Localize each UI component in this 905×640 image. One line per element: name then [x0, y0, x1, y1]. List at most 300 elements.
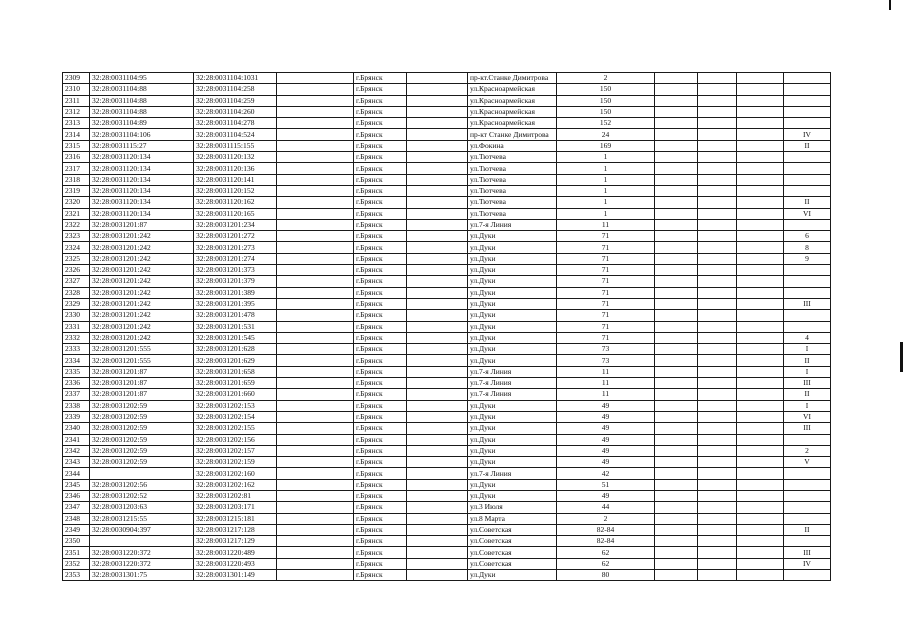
table-row [63, 490, 831, 501]
row-number-cell: 2325 [63, 253, 90, 264]
trailing-empty-cell [737, 570, 784, 581]
blank-cell-a-cell [277, 106, 354, 117]
street-cell: ул.Дуки [468, 400, 557, 411]
trailing-empty-cell [737, 547, 784, 558]
house-number-cell: 49 [557, 434, 655, 445]
blank-cell-d-cell [698, 152, 737, 163]
premises-number-cell [784, 479, 831, 490]
blank-cell-c-cell [655, 366, 698, 377]
blank-cell-d-cell [698, 344, 737, 355]
object-cadastral-number-cell: 32:28:0031201:373 [194, 265, 277, 276]
row-number-cell: 2350 [63, 536, 90, 547]
house-number-cell: 2 [557, 513, 655, 524]
table-row [63, 378, 831, 389]
house-number-cell: 71 [557, 242, 655, 253]
city-cell: г.Брянск [354, 400, 407, 411]
trailing-empty-cell [737, 558, 784, 569]
row-number-cell: 2348 [63, 513, 90, 524]
blank-cell-b-cell [407, 242, 468, 253]
house-number-cell: 11 [557, 366, 655, 377]
premises-number-cell: III [784, 298, 831, 309]
blank-cell-b-cell [407, 502, 468, 513]
city-cell: г.Брянск [354, 344, 407, 355]
scan-mark-top [889, 0, 891, 10]
premises-number-cell: VI [784, 208, 831, 219]
table-row [63, 570, 831, 581]
trailing-empty-cell [737, 524, 784, 535]
blank-cell-b-cell [407, 118, 468, 129]
parcel-cadastral-number-cell: 32:28:0031203:63 [90, 502, 194, 513]
table-row [63, 355, 831, 366]
blank-cell-c-cell [655, 332, 698, 343]
row-number-cell: 2314 [63, 129, 90, 140]
street-cell: ул.Дуки [468, 490, 557, 501]
blank-cell-a-cell [277, 287, 354, 298]
city-cell: г.Брянск [354, 378, 407, 389]
row-number-cell: 2313 [63, 118, 90, 129]
blank-cell-c-cell [655, 129, 698, 140]
object-cadastral-number-cell: 32:28:0031202:153 [194, 400, 277, 411]
blank-cell-a-cell [277, 219, 354, 230]
street-cell: ул.Дуки [468, 298, 557, 309]
premises-number-cell [784, 152, 831, 163]
premises-number-cell: II [784, 197, 831, 208]
city-cell: г.Брянск [354, 310, 407, 321]
street-cell: ул.7-я Линия [468, 468, 557, 479]
house-number-cell: 1 [557, 174, 655, 185]
blank-cell-d-cell [698, 219, 737, 230]
row-number-cell: 2321 [63, 208, 90, 219]
blank-cell-b-cell [407, 513, 468, 524]
blank-cell-a-cell [277, 118, 354, 129]
city-cell: г.Брянск [354, 73, 407, 84]
parcel-cadastral-number-cell: 32:28:0031202:56 [90, 479, 194, 490]
row-number-cell: 2352 [63, 558, 90, 569]
house-number-cell: 24 [557, 129, 655, 140]
premises-number-cell [784, 163, 831, 174]
registry-table-body [63, 73, 831, 581]
street-cell: ул.Дуки [468, 276, 557, 287]
blank-cell-b-cell [407, 140, 468, 151]
blank-cell-d-cell [698, 84, 737, 95]
parcel-cadastral-number-cell: 32:28:0031201:242 [90, 287, 194, 298]
blank-cell-d-cell [698, 129, 737, 140]
blank-cell-a-cell [277, 490, 354, 501]
house-number-cell: 49 [557, 490, 655, 501]
blank-cell-b-cell [407, 287, 468, 298]
blank-cell-d-cell [698, 298, 737, 309]
table-row [63, 231, 831, 242]
object-cadastral-number-cell: 32:28:0031201:273 [194, 242, 277, 253]
parcel-cadastral-number-cell: 32:28:0031201:555 [90, 344, 194, 355]
blank-cell-a-cell [277, 321, 354, 332]
blank-cell-d-cell [698, 547, 737, 558]
blank-cell-a-cell [277, 242, 354, 253]
house-number-cell: 150 [557, 106, 655, 117]
object-cadastral-number-cell: 32:28:0031202:157 [194, 445, 277, 456]
trailing-empty-cell [737, 163, 784, 174]
street-cell: ул.Дуки [468, 321, 557, 332]
house-number-cell: 71 [557, 332, 655, 343]
parcel-cadastral-number-cell: 32:28:0031202:59 [90, 457, 194, 468]
object-cadastral-number-cell: 32:28:0031217:128 [194, 524, 277, 535]
street-cell: ул.7-я Линия [468, 389, 557, 400]
blank-cell-a-cell [277, 400, 354, 411]
street-cell: ул.Дуки [468, 265, 557, 276]
table-row [63, 513, 831, 524]
street-cell: ул.Тютчева [468, 208, 557, 219]
object-cadastral-number-cell: 32:28:0031201:545 [194, 332, 277, 343]
blank-cell-c-cell [655, 310, 698, 321]
parcel-cadastral-number-cell: 32:28:0031104:88 [90, 106, 194, 117]
parcel-cadastral-number-cell: 32:28:0031201:555 [90, 355, 194, 366]
table-row [63, 152, 831, 163]
object-cadastral-number-cell: 32:28:0031120:136 [194, 163, 277, 174]
blank-cell-b-cell [407, 524, 468, 535]
blank-cell-d-cell [698, 445, 737, 456]
blank-cell-c-cell [655, 570, 698, 581]
house-number-cell: 62 [557, 547, 655, 558]
parcel-cadastral-number-cell: 32:28:0031201:87 [90, 219, 194, 230]
trailing-empty-cell [737, 366, 784, 377]
row-number-cell: 2349 [63, 524, 90, 535]
premises-number-cell [784, 490, 831, 501]
table-row [63, 106, 831, 117]
city-cell: г.Брянск [354, 265, 407, 276]
parcel-cadastral-number-cell [90, 536, 194, 547]
blank-cell-a-cell [277, 366, 354, 377]
parcel-cadastral-number-cell: 32:28:0031202:59 [90, 445, 194, 456]
object-cadastral-number-cell: 32:28:0031120:141 [194, 174, 277, 185]
trailing-empty-cell [737, 73, 784, 84]
parcel-cadastral-number-cell: 32:28:0031104:88 [90, 84, 194, 95]
parcel-cadastral-number-cell: 32:28:0031201:242 [90, 276, 194, 287]
city-cell: г.Брянск [354, 242, 407, 253]
trailing-empty-cell [737, 253, 784, 264]
city-cell: г.Брянск [354, 423, 407, 434]
parcel-cadastral-number-cell: 32:28:0031104:106 [90, 129, 194, 140]
blank-cell-c-cell [655, 253, 698, 264]
table-row [63, 468, 831, 479]
trailing-empty-cell [737, 423, 784, 434]
trailing-empty-cell [737, 490, 784, 501]
object-cadastral-number-cell: 32:28:0031201:531 [194, 321, 277, 332]
trailing-empty-cell [737, 118, 784, 129]
blank-cell-c-cell [655, 95, 698, 106]
blank-cell-d-cell [698, 558, 737, 569]
object-cadastral-number-cell: 32:28:0031201:628 [194, 344, 277, 355]
premises-number-cell: 2 [784, 445, 831, 456]
house-number-cell: 1 [557, 208, 655, 219]
object-cadastral-number-cell: 32:28:0031104:258 [194, 84, 277, 95]
blank-cell-d-cell [698, 457, 737, 468]
blank-cell-c-cell [655, 502, 698, 513]
table-row [63, 389, 831, 400]
house-number-cell: 49 [557, 400, 655, 411]
city-cell: г.Брянск [354, 321, 407, 332]
parcel-cadastral-number-cell: 32:28:0031201:242 [90, 321, 194, 332]
house-number-cell: 49 [557, 445, 655, 456]
city-cell: г.Брянск [354, 332, 407, 343]
row-number-cell: 2335 [63, 366, 90, 377]
premises-number-cell [784, 276, 831, 287]
blank-cell-c-cell [655, 513, 698, 524]
blank-cell-d-cell [698, 400, 737, 411]
trailing-empty-cell [737, 265, 784, 276]
table-row [63, 310, 831, 321]
parcel-cadastral-number-cell: 32:28:0031120:134 [90, 208, 194, 219]
table-row [63, 73, 831, 84]
city-cell: г.Брянск [354, 163, 407, 174]
blank-cell-b-cell [407, 536, 468, 547]
street-cell: ул.7-я Линия [468, 366, 557, 377]
row-number-cell: 2341 [63, 434, 90, 445]
blank-cell-a-cell [277, 524, 354, 535]
table-row [63, 253, 831, 264]
trailing-empty-cell [737, 95, 784, 106]
blank-cell-a-cell [277, 163, 354, 174]
object-cadastral-number-cell: 32:28:0031202:156 [194, 434, 277, 445]
table-row [63, 219, 831, 230]
blank-cell-d-cell [698, 185, 737, 196]
blank-cell-d-cell [698, 332, 737, 343]
blank-cell-d-cell [698, 423, 737, 434]
parcel-cadastral-number-cell: 32:28:0031202:59 [90, 434, 194, 445]
object-cadastral-number-cell: 32:28:0031201:234 [194, 219, 277, 230]
blank-cell-c-cell [655, 524, 698, 535]
house-number-cell: 1 [557, 163, 655, 174]
object-cadastral-number-cell: 32:28:0031201:629 [194, 355, 277, 366]
city-cell: г.Брянск [354, 208, 407, 219]
row-number-cell: 2337 [63, 389, 90, 400]
city-cell: г.Брянск [354, 434, 407, 445]
row-number-cell: 2334 [63, 355, 90, 366]
blank-cell-b-cell [407, 163, 468, 174]
row-number-cell: 2331 [63, 321, 90, 332]
table-row [63, 208, 831, 219]
trailing-empty-cell [737, 332, 784, 343]
blank-cell-c-cell [655, 106, 698, 117]
city-cell: г.Брянск [354, 106, 407, 117]
object-cadastral-number-cell: 32:28:0031104:524 [194, 129, 277, 140]
parcel-cadastral-number-cell: 32:28:0031120:134 [90, 174, 194, 185]
blank-cell-c-cell [655, 185, 698, 196]
blank-cell-c-cell [655, 219, 698, 230]
house-number-cell: 71 [557, 298, 655, 309]
premises-number-cell: III [784, 547, 831, 558]
blank-cell-b-cell [407, 344, 468, 355]
house-number-cell: 71 [557, 321, 655, 332]
trailing-empty-cell [737, 434, 784, 445]
street-cell: ул.Дуки [468, 411, 557, 422]
parcel-cadastral-number-cell: 32:28:0031201:87 [90, 366, 194, 377]
parcel-cadastral-number-cell: 32:28:0031120:134 [90, 185, 194, 196]
blank-cell-d-cell [698, 95, 737, 106]
object-cadastral-number-cell: 32:28:0031201:389 [194, 287, 277, 298]
blank-cell-d-cell [698, 321, 737, 332]
row-number-cell: 2316 [63, 152, 90, 163]
parcel-cadastral-number-cell [90, 468, 194, 479]
blank-cell-b-cell [407, 355, 468, 366]
street-cell: ул.Тютчева [468, 152, 557, 163]
blank-cell-c-cell [655, 163, 698, 174]
blank-cell-b-cell [407, 106, 468, 117]
premises-number-cell: II [784, 524, 831, 535]
premises-number-cell: III [784, 378, 831, 389]
street-cell: ул.Дуки [468, 479, 557, 490]
blank-cell-b-cell [407, 95, 468, 106]
premises-number-cell [784, 95, 831, 106]
blank-cell-d-cell [698, 73, 737, 84]
premises-number-cell [784, 174, 831, 185]
street-cell: ул.Дуки [468, 253, 557, 264]
city-cell: г.Брянск [354, 389, 407, 400]
street-cell: ул.Тютчева [468, 174, 557, 185]
blank-cell-b-cell [407, 197, 468, 208]
street-cell: ул.Тютчева [468, 197, 557, 208]
blank-cell-d-cell [698, 253, 737, 264]
blank-cell-a-cell [277, 332, 354, 343]
table-row [63, 366, 831, 377]
blank-cell-c-cell [655, 434, 698, 445]
trailing-empty-cell [737, 378, 784, 389]
row-number-cell: 2317 [63, 163, 90, 174]
street-cell: ул.Советская [468, 524, 557, 535]
row-number-cell: 2319 [63, 185, 90, 196]
row-number-cell: 2323 [63, 231, 90, 242]
table-row [63, 140, 831, 151]
premises-number-cell [784, 468, 831, 479]
house-number-cell: 42 [557, 468, 655, 479]
blank-cell-a-cell [277, 434, 354, 445]
blank-cell-b-cell [407, 490, 468, 501]
blank-cell-c-cell [655, 423, 698, 434]
blank-cell-a-cell [277, 185, 354, 196]
trailing-empty-cell [737, 298, 784, 309]
premises-number-cell: II [784, 389, 831, 400]
house-number-cell: 71 [557, 287, 655, 298]
table-row [63, 129, 831, 140]
blank-cell-a-cell [277, 457, 354, 468]
parcel-cadastral-number-cell: 32:28:0031120:134 [90, 152, 194, 163]
blank-cell-b-cell [407, 321, 468, 332]
trailing-empty-cell [737, 231, 784, 242]
row-number-cell: 2346 [63, 490, 90, 501]
object-cadastral-number-cell: 32:28:0031202:159 [194, 457, 277, 468]
trailing-empty-cell [737, 457, 784, 468]
parcel-cadastral-number-cell: 32:28:0031201:87 [90, 389, 194, 400]
blank-cell-a-cell [277, 389, 354, 400]
street-cell: ул.Дуки [468, 344, 557, 355]
parcel-cadastral-number-cell: 32:28:0031201:242 [90, 253, 194, 264]
row-number-cell: 2342 [63, 445, 90, 456]
parcel-cadastral-number-cell: 32:28:0031104:95 [90, 73, 194, 84]
object-cadastral-number-cell: 32:28:0031201:395 [194, 298, 277, 309]
table-row [63, 332, 831, 343]
blank-cell-b-cell [407, 457, 468, 468]
blank-cell-c-cell [655, 118, 698, 129]
blank-cell-c-cell [655, 490, 698, 501]
trailing-empty-cell [737, 389, 784, 400]
row-number-cell: 2338 [63, 400, 90, 411]
row-number-cell: 2326 [63, 265, 90, 276]
row-number-cell: 2353 [63, 570, 90, 581]
city-cell: г.Брянск [354, 174, 407, 185]
table-row [63, 197, 831, 208]
premises-number-cell [784, 84, 831, 95]
house-number-cell: 73 [557, 355, 655, 366]
house-number-cell: 82-84 [557, 524, 655, 535]
row-number-cell: 2332 [63, 332, 90, 343]
blank-cell-c-cell [655, 152, 698, 163]
registry-table [62, 72, 831, 581]
premises-number-cell [784, 287, 831, 298]
blank-cell-d-cell [698, 366, 737, 377]
table-row [63, 276, 831, 287]
blank-cell-d-cell [698, 468, 737, 479]
parcel-cadastral-number-cell: 32:28:0031104:89 [90, 118, 194, 129]
city-cell: г.Брянск [354, 231, 407, 242]
blank-cell-b-cell [407, 152, 468, 163]
table-row [63, 298, 831, 309]
city-cell: г.Брянск [354, 445, 407, 456]
table-row [63, 118, 831, 129]
street-cell: ул.Советская [468, 536, 557, 547]
blank-cell-d-cell [698, 242, 737, 253]
trailing-empty-cell [737, 344, 784, 355]
row-number-cell: 2329 [63, 298, 90, 309]
trailing-empty-cell [737, 208, 784, 219]
premises-number-cell: IV [784, 558, 831, 569]
city-cell: г.Брянск [354, 558, 407, 569]
object-cadastral-number-cell: 32:28:0031201:658 [194, 366, 277, 377]
blank-cell-c-cell [655, 276, 698, 287]
trailing-empty-cell [737, 129, 784, 140]
object-cadastral-number-cell: 32:28:0031104:260 [194, 106, 277, 117]
house-number-cell: 1 [557, 197, 655, 208]
row-number-cell: 2324 [63, 242, 90, 253]
premises-number-cell: 6 [784, 231, 831, 242]
premises-number-cell: 8 [784, 242, 831, 253]
city-cell: г.Брянск [354, 298, 407, 309]
blank-cell-a-cell [277, 310, 354, 321]
street-cell: ул.Дуки [468, 231, 557, 242]
trailing-empty-cell [737, 536, 784, 547]
parcel-cadastral-number-cell: 32:28:0031202:59 [90, 411, 194, 422]
blank-cell-a-cell [277, 73, 354, 84]
street-cell: ул.Дуки [468, 310, 557, 321]
blank-cell-a-cell [277, 84, 354, 95]
premises-number-cell [784, 73, 831, 84]
blank-cell-d-cell [698, 197, 737, 208]
blank-cell-c-cell [655, 265, 698, 276]
house-number-cell: 49 [557, 411, 655, 422]
blank-cell-b-cell [407, 558, 468, 569]
street-cell: ул.Тютчева [468, 185, 557, 196]
blank-cell-c-cell [655, 547, 698, 558]
object-cadastral-number-cell: 32:28:0031203:171 [194, 502, 277, 513]
blank-cell-b-cell [407, 208, 468, 219]
premises-number-cell: I [784, 400, 831, 411]
city-cell: г.Брянск [354, 84, 407, 95]
blank-cell-b-cell [407, 219, 468, 230]
house-number-cell: 71 [557, 265, 655, 276]
scan-mark-side [900, 342, 903, 372]
trailing-empty-cell [737, 310, 784, 321]
trailing-empty-cell [737, 276, 784, 287]
blank-cell-b-cell [407, 174, 468, 185]
city-cell: г.Брянск [354, 287, 407, 298]
